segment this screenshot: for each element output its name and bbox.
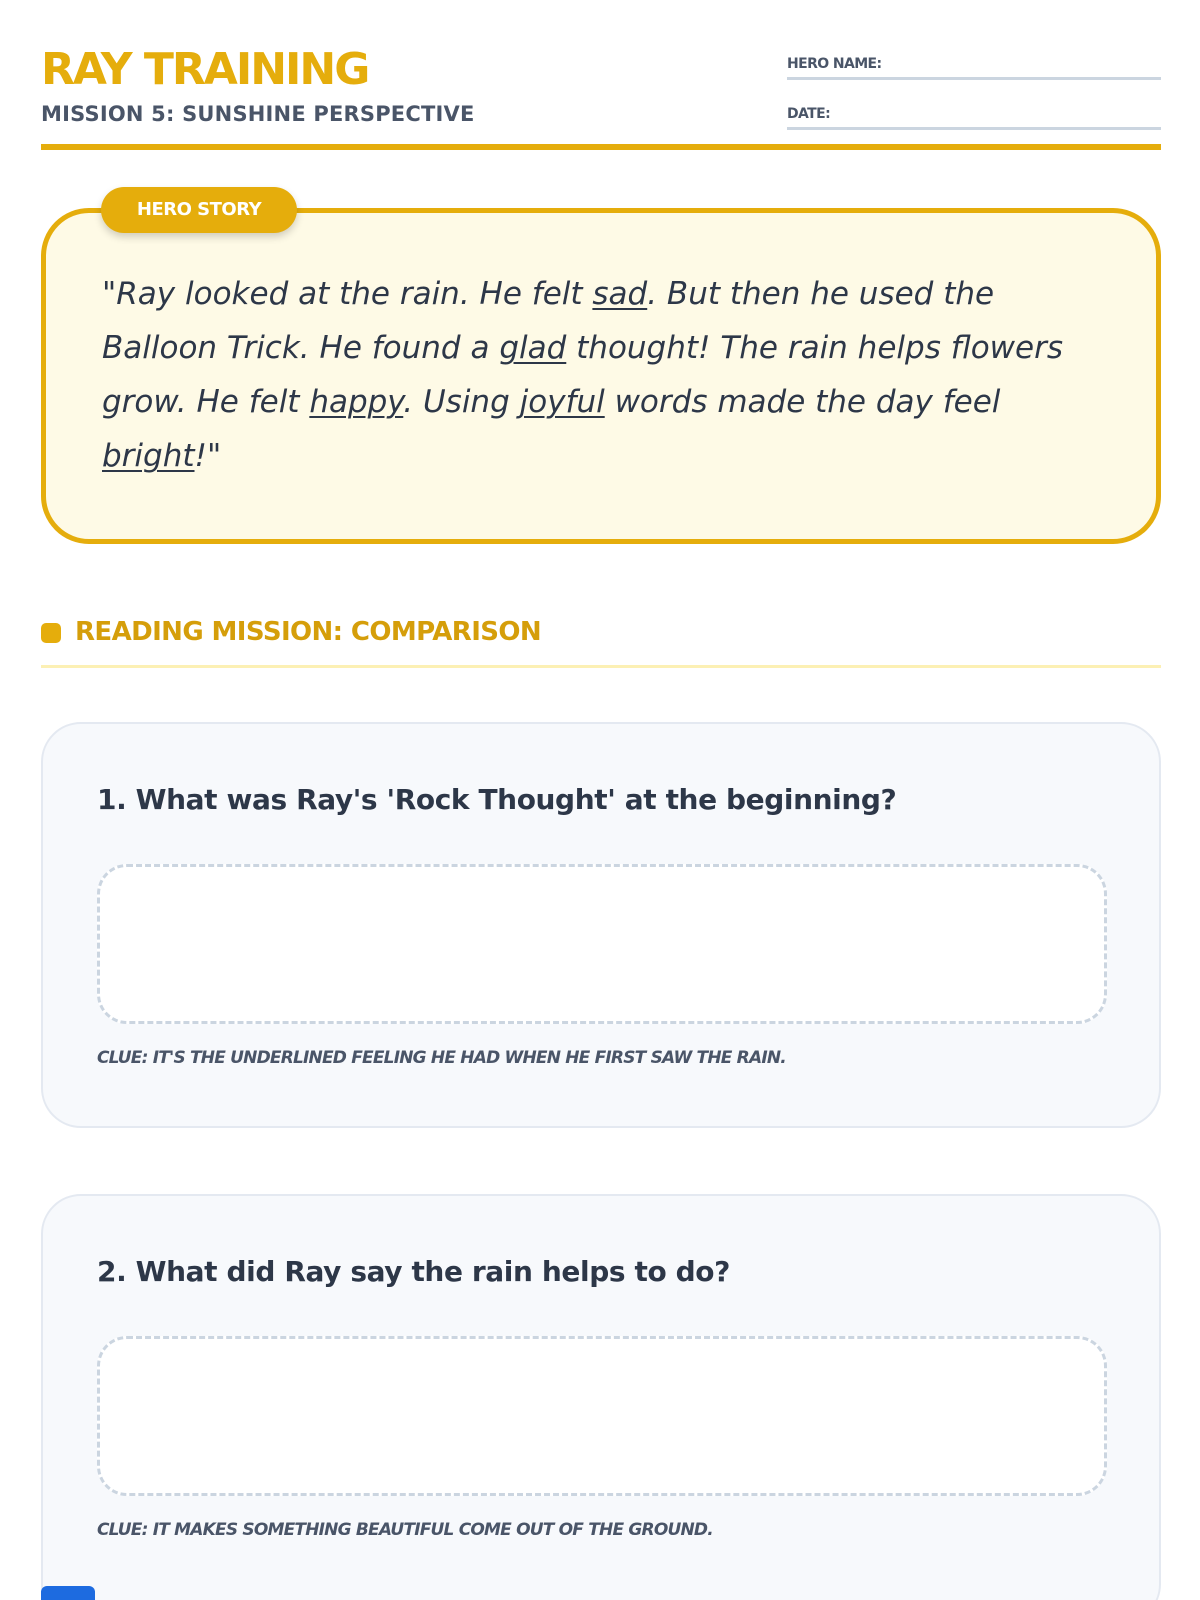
story-segment: words made the day feel <box>604 384 1001 420</box>
question-card <box>41 722 1161 1128</box>
answer-box[interactable] <box>97 1336 1107 1496</box>
date-label: DATE: <box>787 106 831 122</box>
worksheet-header <box>41 38 1161 150</box>
story-segment: thought! The rain helps flowers grow. He felt <box>102 330 1064 420</box>
story-segment: . But then he used the Balloon Trick. He found a <box>102 276 995 366</box>
clue-text: CLUE: IT MAKES SOMETHING BEAUTIFUL COME OUT OF THE GROUND. <box>97 1520 713 1540</box>
question-text: 1. What was Ray's 'Rock Thought' at the beginning? <box>97 783 897 816</box>
hero-name-label: HERO NAME: <box>787 56 882 72</box>
story-segment: "Ray looked at the rain. He felt <box>102 276 593 312</box>
story-segment: !" <box>194 438 222 474</box>
hero-story-box <box>41 208 1161 544</box>
story-underlined-word: joyful <box>519 384 605 420</box>
story-text <box>102 267 1102 483</box>
section-heading <box>41 610 1161 668</box>
section-title: READING MISSION: COMPARISON <box>75 617 542 647</box>
story-underlined-word: bright <box>102 438 195 474</box>
corner-tab[interactable] <box>41 1586 95 1600</box>
page-subtitle: MISSION 5: SUNSHINE PERSPECTIVE <box>41 102 475 126</box>
question-text: 2. What did Ray say the rain helps to do? <box>97 1255 730 1288</box>
story-underlined-word: glad <box>499 330 567 366</box>
date-field[interactable] <box>787 96 1161 130</box>
answer-box[interactable] <box>97 864 1107 1024</box>
hero-story-badge: HERO STORY <box>101 187 297 233</box>
hero-name-field[interactable] <box>787 46 1161 80</box>
clue-text: CLUE: IT'S THE UNDERLINED FEELING HE HAD WHEN HE FIRST SAW THE RAIN. <box>97 1048 786 1068</box>
page-title: RAY TRAINING <box>41 44 369 95</box>
section-bullet-icon <box>41 623 61 643</box>
story-underlined-word: happy <box>309 384 404 420</box>
story-underlined-word: sad <box>592 276 648 312</box>
question-card <box>41 1194 1161 1600</box>
story-segment: . Using <box>403 384 520 420</box>
